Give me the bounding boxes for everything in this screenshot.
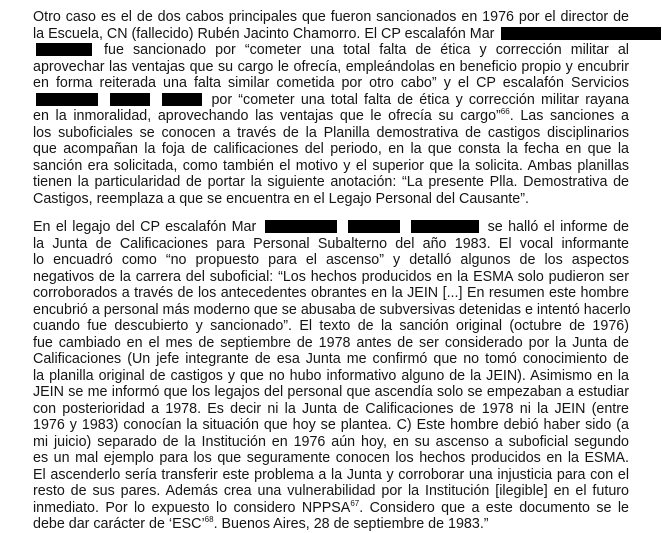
text-line: resto de sus pares. Además crea una vulnerabilidad por la Institución [ilegible] en el futuro <box>33 483 629 499</box>
text-line: tienen la particularidad de portar la siguiente anotación: “La presente Plla. Demostrativa de <box>33 174 629 190</box>
redaction-bar <box>110 93 150 106</box>
redaction-bar <box>411 220 479 233</box>
text-fragment: En el legajo del CP escalafón Mar <box>33 219 257 235</box>
text-line: corroborados a través de los antecedentes obrantes en la JEIN [...] En resumen este hombre <box>33 285 629 301</box>
text-line <box>33 92 629 109</box>
text-line: negativos de la carrera del suboficial: “Los hechos producidos en la ESMA solo pudieron ser <box>33 268 629 285</box>
redaction-bar <box>348 220 400 233</box>
text-line: sanción era solicitada, como también el motivo y el superior que la solicita. Ambas planillas <box>33 157 629 174</box>
footnote-ref: 67 <box>350 498 360 508</box>
text-fragment: la Escuela, CN (fallecido) Rubén Jacinto Chamorro. El CP escalafón Mar <box>33 25 495 42</box>
text-line <box>33 516 629 533</box>
text-line <box>33 108 629 125</box>
text-line: Castigos, reemplaza a que se encuentra en el Legajo Personal del Causante”. <box>33 190 529 207</box>
text-fragment: se halló el informe de <box>487 219 629 235</box>
redaction-bar <box>265 220 337 233</box>
text-fragment: en la inmoralidad, aprovechando las ventajas que le ofrecía su cargo” <box>33 108 501 124</box>
text-line: la Junta de Calificaciones para Personal Subalterno del año 1983. El vocal informante <box>33 235 629 252</box>
text-line: es un mal ejemplo para los que seguramente conocen los hechos producidos en la ESMA. <box>33 450 629 466</box>
text-line: Calificaciones (Un jefe integrante de esa Junta me confirmó que no tomó conocimiento de <box>33 351 629 367</box>
text-line: con posterioridad a 1978. Es decir ni la Junta de Calificaciones de 1978 ni la JEIN (entre <box>33 400 629 417</box>
text-line: JEIN se me informó que los legajos del personal que ascendía solo se empezaban a estudiar <box>33 384 629 400</box>
text-line <box>33 26 629 43</box>
text-line: aprovechar las ventajas que su cargo le ofrecía, empleándolas en beneficio propio y encubrir <box>33 58 629 75</box>
paragraph-legajo <box>33 219 629 533</box>
text-line: la planilla original de castigos y que no hubo informativo alguno de la JEIN). Asimismo en la <box>33 367 629 384</box>
text-fragment: debe dar carácter de ‘ESC’ <box>33 516 205 532</box>
redaction-bar <box>162 93 202 106</box>
text-line: los suboficiales se conocen a través de la Planilla demostrativa de castigos disciplinarios <box>33 124 629 141</box>
text-line: Otro caso es el de dos cabos principales que fueron sancionados en 1976 por el director de <box>33 9 629 25</box>
text-line: cuando fue descubierto y sancionado”. El texto de la sanción original (octubre de 1976) <box>33 318 629 334</box>
text-line: en forma reiterada una falta similar cometida por otro cabo” y el CP escalafón Servicios <box>33 75 629 91</box>
footnote-ref: 66 <box>500 107 510 116</box>
text-fragment: . Buenos Aires, 28 de septiembre de 1983.” <box>213 516 489 532</box>
text-line: fue cambiado en el mes de septiembre de 1978 antes de ser considerado por la Junta de <box>33 334 629 351</box>
text-fragment: fue sancionado por “cometer una total falta de ética y corrección militar al <box>104 42 629 58</box>
text-line <box>33 42 629 59</box>
text-line <box>33 500 629 517</box>
footnote-ref: 68 <box>204 515 214 524</box>
text-line: 1976 y 1983) conocían la situación que hoy se plantea. C) Este hombre debió haber sido (a <box>33 417 629 433</box>
text-line: que acompañan la foja de calificaciones del periodo, en la que consta la fecha en que la <box>33 141 629 157</box>
redaction-bar <box>36 43 92 56</box>
redaction-bar <box>36 93 98 106</box>
text-line <box>33 219 629 236</box>
paragraph-sanciones <box>33 9 629 207</box>
text-line: El ascenderlo sería transferir este problema a la Junta y corroborar una injusticia para con el <box>33 466 629 483</box>
text-line: encubrió a personal más moderno que se abusaba de subversivas detenidas e intentó hacerlo <box>33 301 631 318</box>
text-line: mi juicio) separado de la Institución en 1976 aún hoy, en su ascenso a suboficial segundo <box>33 433 629 450</box>
text-fragment: . Considero que a este documento se le <box>359 499 629 516</box>
text-fragment: inmediato. Por lo expuesto lo considero NPPSA <box>33 499 351 516</box>
text-line: lo encuadró como “no propuesto para el ascenso” y detalló algunos de los aspectos <box>33 252 629 268</box>
text-fragment: por “cometer una total falta de ética y corrección militar rayana <box>211 91 629 108</box>
text-fragment: . Las sanciones a <box>509 108 629 124</box>
redaction-bar <box>501 27 661 40</box>
